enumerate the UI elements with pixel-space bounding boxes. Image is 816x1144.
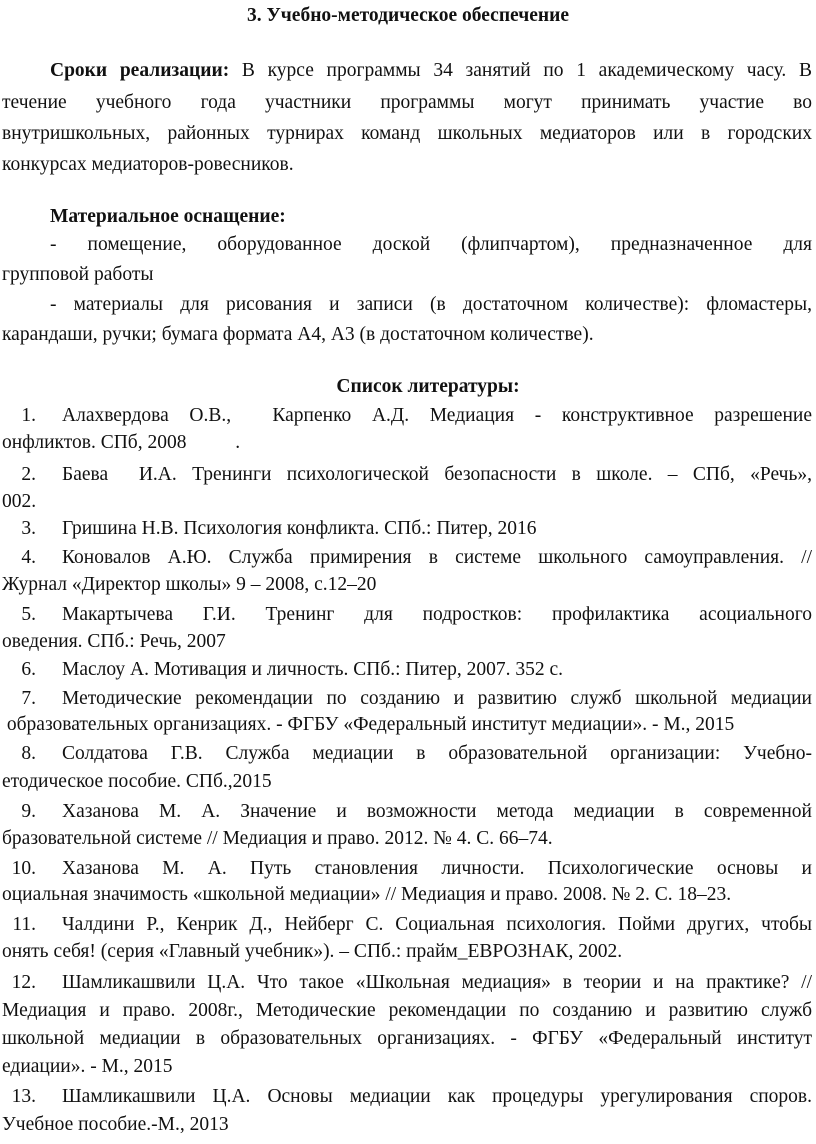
ref-line: етодическое пособие. СПб.,2015 (2, 771, 272, 792)
ref-line: Хазанова М. А. Значение и возможности метода медиации в современной (62, 801, 812, 822)
ref-number: 9. (21, 801, 36, 822)
ref-number: 1. (21, 405, 36, 426)
ref-number: 6. (21, 659, 36, 680)
terms-line-1 (50, 58, 812, 84)
material-line-2: групповой работы (2, 264, 154, 285)
material-line-3: - материалы для рисования и записи (в достаточном количестве): фломастеры, (50, 294, 812, 315)
terms-label: Сроки реализации: (50, 60, 230, 81)
ref-number: 4. (21, 547, 36, 568)
material-line-1: - помещение, оборудованное доской (флипчартом), предназначенное для (50, 234, 812, 255)
ref-line: Баева И.А. Тренинги психологической безопасности в школе. – СПб, «Речь», (62, 464, 812, 485)
ref-line: онять себя! (серия «Главный учебник»). – СПб.: прайм_ЕВРОЗНАК, 2002. (2, 941, 623, 962)
references-heading: Список литературы: (336, 376, 520, 397)
terms-line-4: конкурсах медиаторов-ровесников. (2, 154, 294, 175)
ref-line: Учебное пособие.-М., 2013 (2, 1114, 229, 1135)
ref-number: 5. (21, 604, 36, 625)
ref-line: Медиация и право. 2008г., Методические рекомендации по созданию и развитию служб (2, 1000, 812, 1021)
ref-line: Солдатова Г.В. Служба медиации в образовательной организации: Учебно- (62, 743, 812, 764)
ref-number: 2. (21, 464, 36, 485)
ref-line: оциальная значимость «школьной медиации» // Медиация и право. 2008. № 2. С. 18–23. (2, 884, 732, 905)
ref-line: Маслоу А. Мотивация и личность. СПб.: Питер, 2007. 352 с. (62, 659, 564, 680)
ref-line: Алахвердова О.В., Карпенко А.Д. Медиация - конструктивное разрешение (62, 405, 812, 426)
terms-text-1: В курсе программы 34 занятий по 1 академическому часу. В (229, 60, 812, 81)
ref-line: Методические рекомендации по созданию и развитию служб школьной медиации (62, 688, 812, 709)
ref-line: Чалдини Р., Кенрик Д., Нейберг С. Социальная психология. Пойми других, чтобы (62, 914, 812, 935)
ref-number: 11. (12, 914, 36, 935)
ref-number: 12. (11, 972, 36, 993)
material-line-4: карандаши, ручки; бумага формата А4, А3 (в достаточном количестве). (2, 324, 594, 345)
ref-number: 13. (11, 1086, 36, 1107)
material-heading: Материальное оснащение: (50, 206, 286, 227)
ref-number: 3. (21, 518, 36, 539)
ref-line: Журнал «Директор школы» 9 – 2008, с.12–20 (2, 574, 377, 595)
ref-line: Коновалов А.Ю. Служба примирения в системе школьного самоуправления. // (62, 547, 812, 568)
ref-line: Шамликашвили Ц.А. Что такое «Школьная медиация» в теории и на практике? // (62, 972, 812, 993)
ref-number: 8. (21, 743, 36, 764)
ref-line: Макартычева Г.И. Тренинг для подростков: профилактика асоциального (62, 604, 812, 625)
ref-line: оведения. СПб.: Речь, 2007 (2, 631, 226, 652)
ref-line: образовательных организациях. - ФГБУ «Федеральный институт медиации». - М., 2015 (2, 714, 735, 735)
ref-line: бразовательной системе // Медиация и право. 2012. № 4. С. 66–74. (2, 828, 553, 849)
ref-number: 10. (11, 858, 36, 879)
ref-line: Хазанова М. А. Путь становления личности. Психологические основы и (62, 858, 812, 879)
section-title: 3. Учебно-методическое обеспечение (246, 5, 570, 26)
ref-line: Гришина Н.В. Психология конфликта. СПб.: Питер, 2016 (62, 518, 537, 539)
ref-line: онфликтов. СПб, 2008 . (2, 432, 241, 453)
ref-number: 7. (21, 688, 36, 709)
terms-line-3: внутришкольных, районных турнирах команд школьных медиаторов или в городских (2, 123, 812, 144)
ref-line: едиации». - М., 2015 (2, 1056, 173, 1077)
ref-line: школьной медиации в образовательных организациях. - ФГБУ «Федеральный институт (2, 1028, 812, 1049)
ref-line: 002. (2, 491, 37, 512)
ref-line: Шамликашвили Ц.А. Основы медиации как процедуры урегулирования споров. (62, 1086, 812, 1107)
terms-line-2: течение учебного года участники программы могут принимать участие во (2, 92, 812, 113)
